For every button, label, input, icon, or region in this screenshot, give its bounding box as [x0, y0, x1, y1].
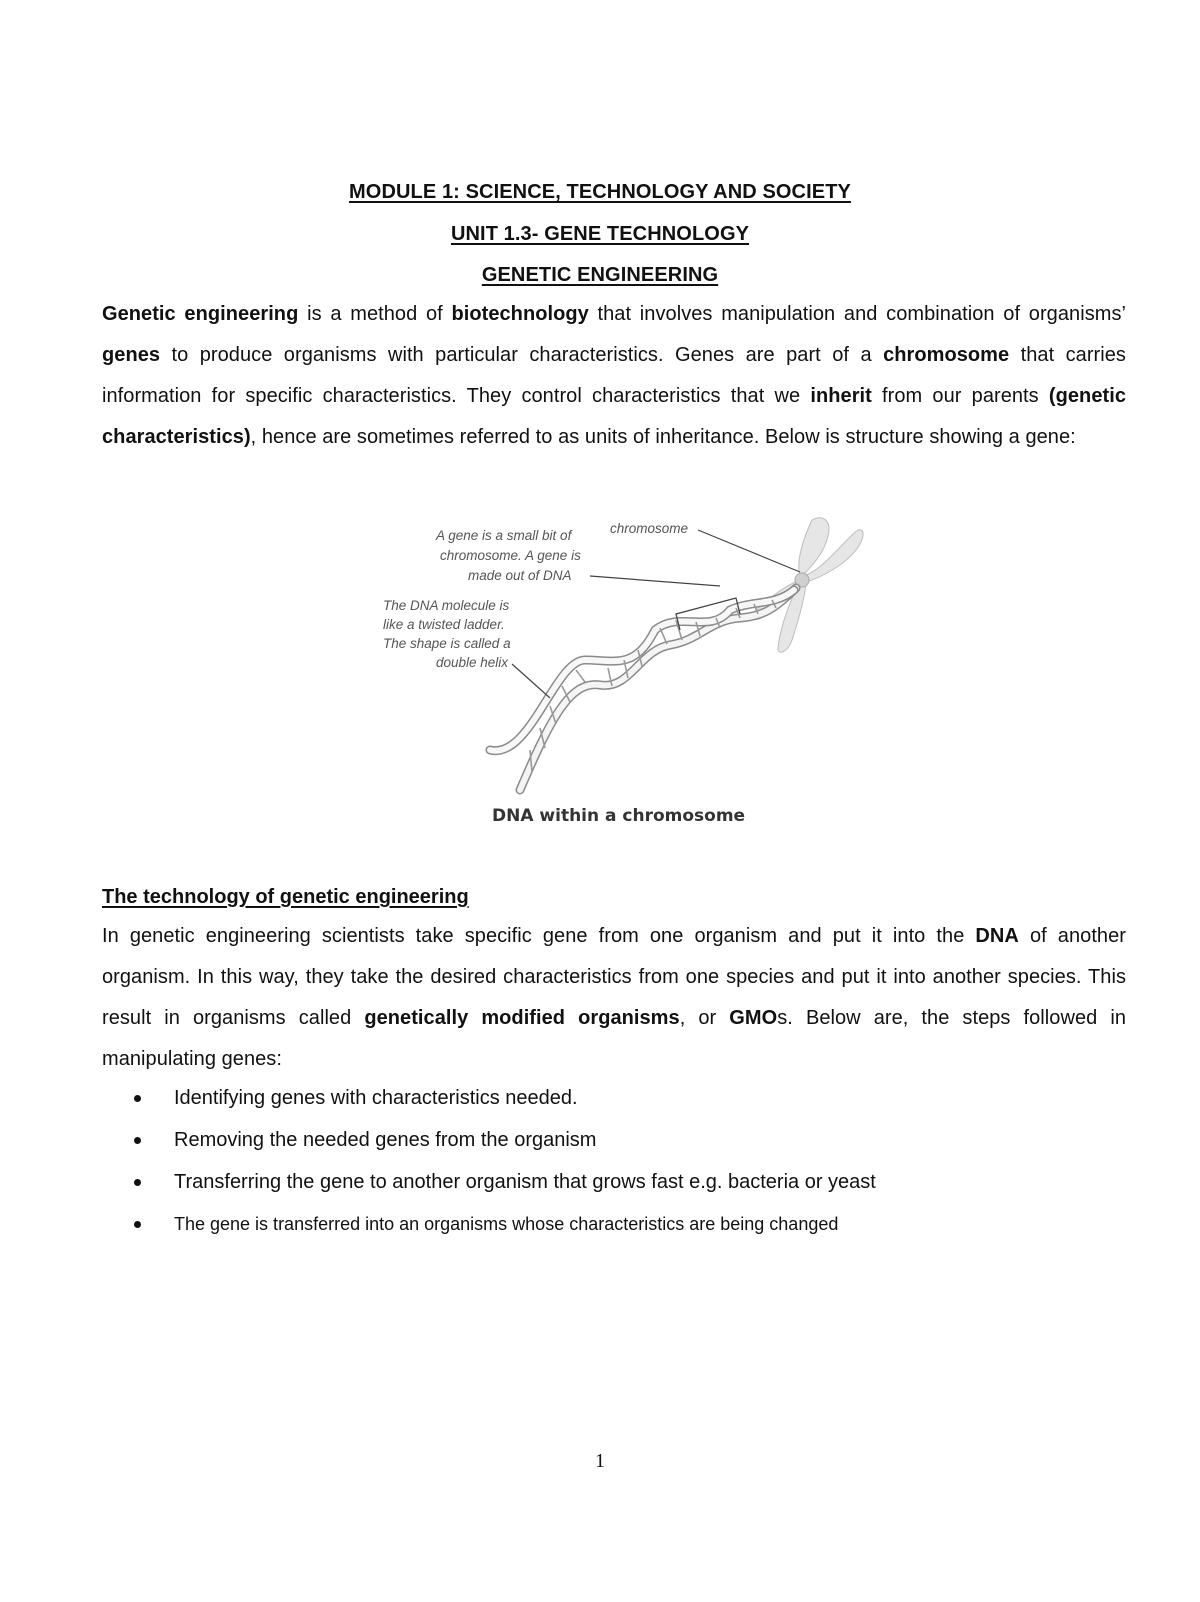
step-text: Identifying genes with characteristics needed.: [174, 1087, 578, 1109]
gene-label-line: chromosome. A gene is: [440, 548, 581, 563]
step-text: Transferring the gene to another organism that grows fast e.g. bacteria or yeast: [174, 1171, 876, 1193]
intro-text: from our parents: [871, 385, 1049, 407]
term-inherit: inherit: [810, 385, 872, 407]
section-text: , or: [679, 1007, 730, 1029]
leader-line-chromosome: [698, 530, 800, 572]
term-genetic-characteristics: (genetic characteristics): [102, 385, 1126, 448]
dna-label-line: The shape is called a: [383, 636, 511, 651]
intro-text: to produce organisms with particular characteristics. Genes are part of a: [160, 344, 884, 366]
list-item: [130, 1203, 876, 1245]
figure-caption: DNA within a chromosome: [492, 806, 746, 826]
list-item: [130, 1119, 876, 1161]
term-chromosome: chromosome: [883, 344, 1010, 366]
leader-line-gene: [590, 576, 720, 586]
term-genetic-engineering: Genetic engineering: [102, 303, 299, 325]
chromosome-label: chromosome: [610, 521, 689, 536]
dna-strand: [520, 588, 796, 790]
intro-text: is a method of: [298, 303, 452, 325]
step-text: The gene is transferred into an organisms whose characteristics are being changed: [174, 1214, 839, 1234]
bullet-icon: [134, 1095, 141, 1102]
step-text: Removing the needed genes from the organism: [174, 1129, 597, 1151]
intro-text: that involves manipulation and combination of organisms’: [588, 303, 1126, 325]
bullet-icon: [134, 1137, 141, 1144]
section-text: In genetic engineering scientists take specific gene from one organism and put it into the: [102, 925, 976, 947]
term-genes: genes: [102, 344, 161, 366]
dna-label-line: The DNA molecule is: [383, 598, 510, 613]
term-biotechnology: biotechnology: [451, 303, 589, 325]
term-gmo-full: genetically modified organisms: [364, 1007, 680, 1029]
term-gmo: GMO: [729, 1007, 778, 1029]
intro-paragraph: [102, 294, 1126, 458]
dna-label-line: like a twisted ladder.: [383, 617, 505, 632]
gene-label-line: A gene is a small bit of: [436, 528, 572, 543]
topic-heading: GENETIC ENGINEERING: [481, 264, 719, 286]
bullet-icon: [134, 1221, 141, 1228]
page-number: 1: [595, 1450, 605, 1472]
section-text: s. Below are, the steps followed in manipulating genes:: [102, 1007, 1127, 1070]
gene-label-line: made out of DNA: [468, 568, 572, 583]
bullet-icon: [134, 1179, 141, 1186]
module-heading: MODULE 1: SCIENCE, TECHNOLOGY AND SOCIETY: [349, 181, 851, 203]
dna-rungs: [530, 600, 776, 772]
section-text: of another organism. In this way, they take the desired characteristics from one species and put it into another species. This result in organisms called: [102, 925, 1126, 1029]
intro-text: , hence are sometimes referred to as units of inheritance. Below is structure showing a gene:: [250, 426, 1076, 448]
term-dna: DNA: [975, 925, 1019, 947]
list-item: [130, 1161, 876, 1203]
leader-line-helix: [512, 664, 550, 698]
intro-text: that carries information for specific characteristics. They control characteristics that we: [102, 344, 1126, 407]
list-item: [130, 1077, 876, 1119]
steps-list: [130, 1077, 876, 1245]
section-title: The technology of genetic engineering: [102, 886, 469, 908]
technology-paragraph: [102, 916, 1126, 1080]
dna-chromosome-figure: [380, 510, 890, 850]
unit-heading: UNIT 1.3- GENE TECHNOLOGY: [450, 223, 750, 245]
dna-label-line: double helix: [436, 655, 509, 670]
